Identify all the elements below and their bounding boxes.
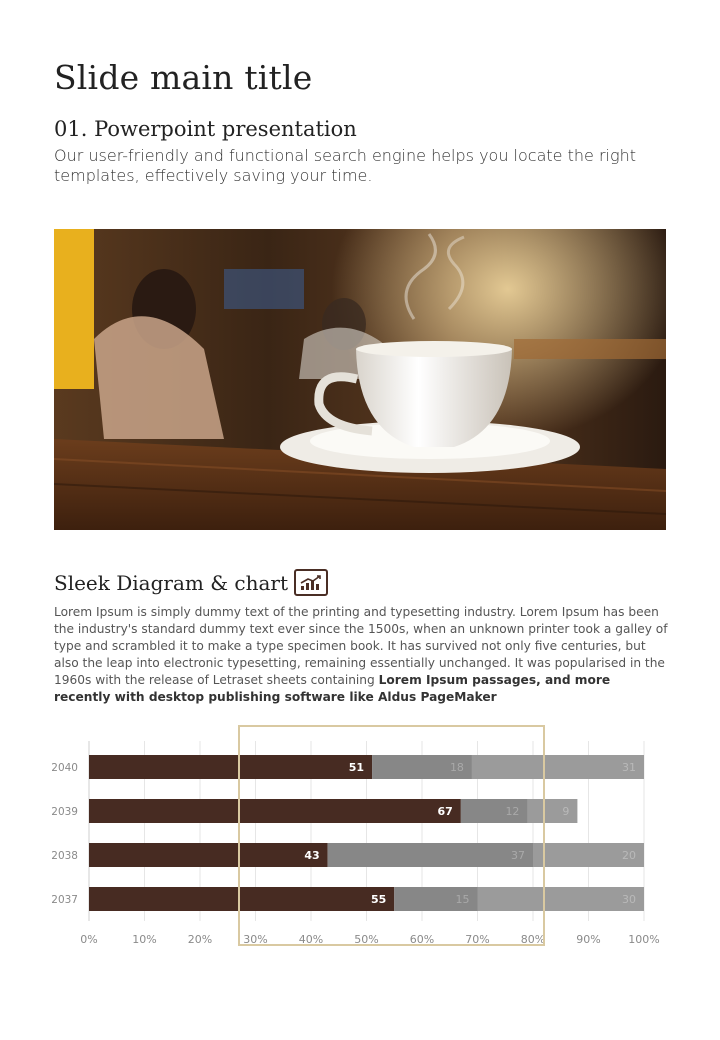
coffee-cup-photo xyxy=(54,229,666,530)
photo-illustration xyxy=(54,229,666,530)
data-label: 67 xyxy=(437,805,453,818)
data-label: 37 xyxy=(511,849,525,862)
data-label: 31 xyxy=(622,761,636,774)
section-title xyxy=(54,569,328,596)
data-label: 51 xyxy=(348,761,365,774)
x-tick-label: 50% xyxy=(354,933,379,946)
body-bold-text: Lorem Ipsum passages, and more recently with desktop publishing software like Aldus PageMaker xyxy=(54,673,611,704)
chart-icon xyxy=(294,569,328,596)
highlight-frame xyxy=(238,725,545,946)
intro-text: Our user-friendly and functional search engine helps you locate the right templates, effectively saving your time. xyxy=(54,146,636,185)
x-tick-label: 90% xyxy=(576,933,601,946)
data-label: 20 xyxy=(622,849,636,862)
x-tick-label: 20% xyxy=(187,933,213,946)
page-title: Slide main title xyxy=(54,58,313,97)
data-label: 30 xyxy=(622,893,636,906)
x-tick-label: 0% xyxy=(80,933,98,946)
body-plain-text: Lorem Ipsum is simply dummy text of the printing and typesetting industry. Lorem Ipsum has been the industry's standard dummy text ever since the 1500s, when an unknown printer took a galley of type and scrambled it to make a type specimen book. It has survived not only five centuries, but also the leap into electronic typesetting, remaining essentially unchanged. It was popularised in the 1960s with the release of Letraset sheets containing xyxy=(54,605,668,687)
data-label: 12 xyxy=(505,805,520,818)
x-tick-label: 40% xyxy=(298,933,324,946)
section-body xyxy=(54,604,668,706)
data-label: 15 xyxy=(455,893,470,906)
data-label: 9 xyxy=(562,805,570,818)
y-tick-label: 2039 xyxy=(51,806,78,818)
y-tick-label: 2040 xyxy=(51,762,78,774)
section-title-text: Sleek Diagram & chart xyxy=(54,570,288,595)
data-label: 18 xyxy=(449,761,464,774)
x-tick-label: 70% xyxy=(465,933,490,946)
x-tick-label: 80% xyxy=(520,933,546,946)
x-tick-label: 60% xyxy=(409,933,435,946)
y-tick-label: 2037 xyxy=(51,894,78,906)
subtitle: 01. Powerpoint presentation xyxy=(54,117,357,141)
x-tick-label: 100% xyxy=(628,933,660,946)
y-tick-label: 2038 xyxy=(51,850,78,862)
x-tick-label: 30% xyxy=(243,933,268,946)
data-label: 43 xyxy=(304,849,320,862)
data-label: 55 xyxy=(370,893,387,906)
x-tick-label: 10% xyxy=(132,933,157,946)
